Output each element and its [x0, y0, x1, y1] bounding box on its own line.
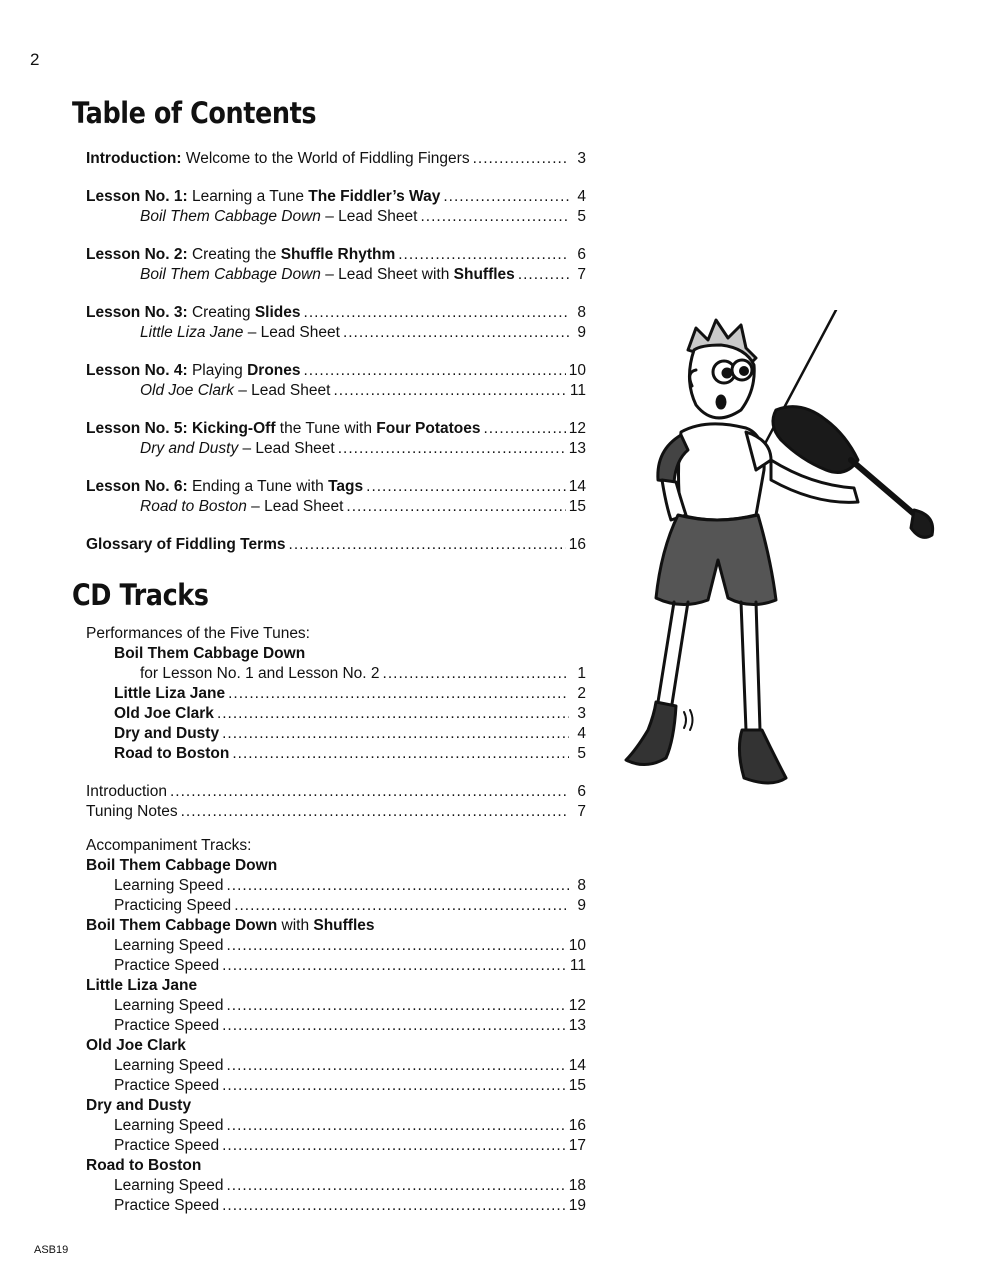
tuning-notes-track [86, 802, 586, 822]
tune-title: Road to Boston [140, 498, 247, 515]
toc-entry-lesson-4 [86, 361, 586, 381]
dot-leader [228, 684, 569, 704]
page-ref: 12 [568, 420, 586, 437]
accompaniment-track [86, 896, 586, 916]
accompaniment-track [86, 1056, 586, 1076]
entry-text: – Lead Sheet [320, 208, 418, 225]
tune-title-variant: Shuffles [313, 917, 375, 934]
entry-text: – Lead Sheet with [320, 266, 454, 283]
dot-leader [234, 896, 569, 916]
entry-topic: The Fiddler’s Way [308, 188, 441, 205]
toc-subentry-lesson-1 [86, 207, 586, 227]
tune-title: Little Liza Jane [86, 977, 198, 994]
dot-leader [398, 245, 569, 265]
toc-entry-lesson-6 [86, 477, 586, 497]
entry-label: Lesson No. 5: [86, 420, 188, 437]
track-description: Learning Speed [114, 1057, 224, 1074]
page-ref: 10 [568, 362, 586, 379]
toc-subentry-lesson-4 [86, 381, 586, 401]
track-number: 18 [568, 1177, 586, 1194]
dot-leader [226, 996, 565, 1016]
tune-title: Boil Them Cabbage Down [86, 917, 278, 934]
toc-subentry-lesson-2 [86, 265, 586, 285]
entry-text: – Lead Sheet [233, 382, 331, 399]
track-number: 19 [568, 1197, 586, 1214]
track-number: 9 [577, 897, 586, 914]
page-ref: 14 [568, 478, 586, 495]
dot-leader [518, 265, 569, 285]
entry-text: – Lead Sheet [246, 498, 344, 515]
dot-leader [222, 1016, 566, 1036]
dot-leader [333, 381, 566, 401]
dot-leader [338, 439, 566, 459]
entry-text: Playing [187, 362, 248, 379]
track-number: 2 [577, 685, 586, 702]
track-number: 14 [568, 1057, 586, 1074]
page-ref: 7 [577, 266, 586, 283]
page-ref: 4 [577, 188, 586, 205]
track-description: Practice Speed [114, 1017, 220, 1034]
dot-leader [222, 956, 567, 976]
dot-leader [222, 1136, 566, 1156]
page-ref: 16 [568, 536, 586, 553]
track-description: Practice Speed [114, 1077, 220, 1094]
track-description: Tuning Notes [86, 803, 178, 820]
dot-leader [304, 361, 566, 381]
entry-label: Lesson No. 6: [86, 478, 188, 495]
accompaniment-tune [86, 1156, 586, 1176]
dot-leader [170, 782, 569, 802]
dot-leader [304, 303, 569, 323]
track-number: 11 [569, 957, 586, 974]
track-number: 4 [577, 725, 586, 742]
performance-track [86, 704, 586, 724]
entry-label: Lesson No. 3: [86, 304, 188, 321]
cd-tracks-heading: CD Tracks [72, 578, 209, 612]
entry-text: – Lead Sheet [238, 440, 335, 457]
entry-label: Lesson No. 1: [86, 188, 188, 205]
accompaniment-track [86, 1196, 586, 1216]
entry-topic: Shuffles [453, 266, 515, 283]
dot-leader [222, 1076, 566, 1096]
track-description: Practice Speed [114, 1137, 220, 1154]
entry-topic: Tags [328, 478, 364, 495]
dot-leader [343, 323, 569, 343]
tune-title-suffix: with [277, 917, 314, 934]
entry-text: – Lead Sheet [243, 324, 340, 341]
accompaniment-track [86, 936, 586, 956]
track-number: 1 [577, 665, 586, 682]
track-description: Learning Speed [114, 1117, 224, 1134]
toc-subentry-lesson-6 [86, 497, 586, 517]
dot-leader [473, 149, 569, 169]
accompaniment-tune [86, 916, 586, 936]
page-ref: 8 [577, 304, 586, 321]
track-description: Practice Speed [114, 957, 220, 974]
accompaniment-track [86, 1116, 586, 1136]
dot-leader [420, 207, 569, 227]
dot-leader [346, 497, 565, 517]
accompaniment-tune [86, 1096, 586, 1116]
tune-title: Little Liza Jane [140, 324, 244, 341]
accompaniment-track [86, 1076, 586, 1096]
track-description: Learning Speed [114, 997, 224, 1014]
tune-title: Dry and Dusty [114, 725, 220, 742]
accompaniment-tune [86, 1036, 586, 1056]
entry-label: Lesson No. 2: [86, 246, 188, 263]
track-description: Learning Speed [114, 937, 224, 954]
track-number: 5 [577, 745, 586, 762]
accompaniment-track [86, 1136, 586, 1156]
dot-leader [226, 1056, 565, 1076]
track-number: 17 [568, 1137, 586, 1154]
tune-title: Little Liza Jane [114, 685, 226, 702]
dot-leader [289, 535, 566, 555]
toc-entry-glossary [86, 535, 586, 555]
track-description: Practice Speed [114, 1197, 220, 1214]
toc-entry-lesson-5 [86, 419, 586, 439]
toc-entry-lesson-1 [86, 187, 586, 207]
toc-entry-lesson-3 [86, 303, 586, 323]
toc-heading: Table of Contents [72, 96, 317, 130]
tune-title: Old Joe Clark [114, 705, 214, 722]
footer-code: ASB19 [34, 1244, 69, 1256]
track-number: 12 [568, 997, 586, 1014]
entry-label: Introduction: [86, 150, 182, 167]
performance-title [86, 644, 586, 664]
entry-topic: Four Potatoes [376, 420, 481, 437]
dot-leader [222, 1196, 566, 1216]
entry-text: Ending a Tune with [187, 478, 329, 495]
accompaniment-track [86, 1176, 586, 1196]
tune-title: Dry and Dusty [86, 1097, 192, 1114]
entry-topic: Slides [254, 304, 301, 321]
track-number: 6 [577, 783, 586, 800]
track-number: 10 [568, 937, 586, 954]
page-ref: 13 [568, 440, 586, 457]
track-description: Learning Speed [114, 1177, 224, 1194]
dot-leader [484, 419, 566, 439]
entry-text: Creating [187, 304, 255, 321]
page-number: 2 [30, 50, 40, 69]
boy-playing-fiddle-illustration [596, 310, 956, 790]
performances-label: Performances of the Five Tunes: [86, 625, 310, 642]
track-description: Practicing Speed [114, 897, 232, 914]
accompaniment-track [86, 956, 586, 976]
tune-title: Old Joe Clark [86, 1037, 186, 1054]
table-of-contents [86, 149, 586, 555]
dot-leader [217, 704, 569, 724]
performance-track [86, 724, 586, 744]
accompaniment-track [86, 996, 586, 1016]
tune-title: Boil Them Cabbage Down [140, 208, 321, 225]
toc-entry-lesson-2 [86, 245, 586, 265]
entry-label: Glossary of Fiddling Terms [86, 536, 286, 553]
dot-leader [383, 664, 569, 684]
dot-leader [226, 1116, 565, 1136]
tune-title: Boil Them Cabbage Down [114, 645, 306, 662]
dot-leader [226, 876, 569, 896]
track-description: Introduction [86, 783, 167, 800]
entry-topic: Shuffle Rhythm [280, 246, 396, 263]
toc-subentry-lesson-3 [86, 323, 586, 343]
track-number: 8 [577, 877, 586, 894]
tune-title: Boil Them Cabbage Down [86, 857, 278, 874]
performance-track [86, 664, 586, 684]
track-description: Learning Speed [114, 877, 224, 894]
track-number: 15 [568, 1077, 586, 1094]
accompaniment-tune [86, 856, 586, 876]
dot-leader [443, 187, 569, 207]
tune-title: Road to Boston [86, 1157, 202, 1174]
toc-subentry-lesson-5 [86, 439, 586, 459]
introduction-track [86, 782, 586, 802]
dot-leader [226, 1176, 565, 1196]
cd-tracks-list [86, 624, 586, 1216]
performance-track [86, 684, 586, 704]
track-number: 13 [568, 1017, 586, 1034]
entry-text: Learning a Tune [187, 188, 309, 205]
toc-entry-introduction [86, 149, 586, 169]
dot-leader [181, 802, 569, 822]
page-ref: 15 [568, 498, 586, 515]
page-ref: 11 [569, 382, 586, 399]
track-number: 16 [568, 1117, 586, 1134]
entry-topic: Kicking-Off [191, 420, 276, 437]
page-ref: 5 [577, 208, 586, 225]
dot-leader [232, 744, 569, 764]
accompaniment-label: Accompaniment Tracks: [86, 837, 252, 854]
dot-leader [222, 724, 569, 744]
accompaniment-track [86, 1016, 586, 1036]
entry-text: Creating the [187, 246, 281, 263]
page-ref: 6 [577, 246, 586, 263]
tune-title: Road to Boston [114, 745, 230, 762]
entry-label: Lesson No. 4: [86, 362, 188, 379]
track-description: for Lesson No. 1 and Lesson No. 2 [140, 665, 380, 682]
entry-text: Welcome to the World of Fiddling Fingers [181, 150, 470, 167]
accompaniment-track [86, 876, 586, 896]
dot-leader [366, 477, 566, 497]
performance-track [86, 744, 586, 764]
accompaniment-tune [86, 976, 586, 996]
page-ref: 3 [577, 150, 586, 167]
entry-text: the Tune with [275, 420, 377, 437]
tune-title: Boil Them Cabbage Down [140, 266, 321, 283]
track-number: 7 [577, 803, 586, 820]
entry-topic: Drones [247, 362, 301, 379]
page-ref: 9 [577, 324, 586, 341]
tune-title: Old Joe Clark [140, 382, 234, 399]
dot-leader [226, 936, 565, 956]
tune-title: Dry and Dusty [140, 440, 239, 457]
track-number: 3 [577, 705, 586, 722]
